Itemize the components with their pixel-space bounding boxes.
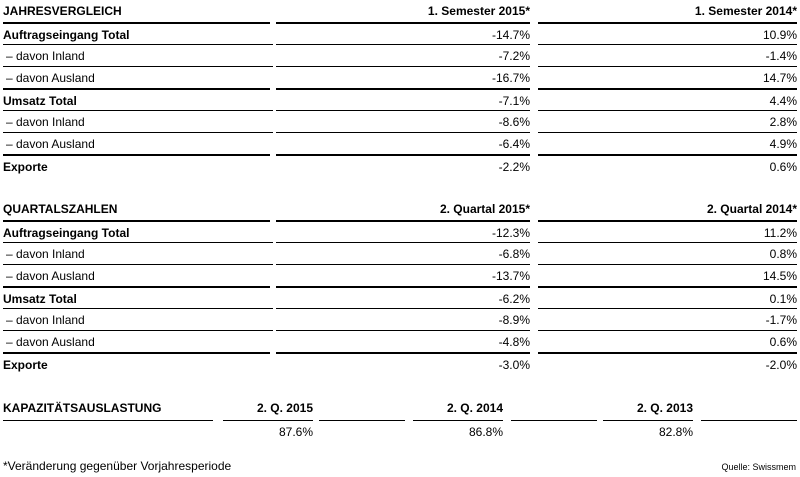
column-header: 1. Semester 2015* [427,4,530,18]
row-value: -4.8% [276,330,530,353]
row-label: Umsatz Total [3,286,270,310]
row-value: 4.4% [538,88,797,112]
column-header: 1. Semester 2014* [694,4,797,18]
row-label: – davon Ausland [3,66,273,89]
quarterly-figures-table [3,198,797,374]
table-header-row [3,0,797,22]
row-value: 87.6% [223,420,313,443]
row-label: – davon Inland [3,242,273,265]
row-value: 0.6% [538,330,797,353]
row-label: – davon Ausland [3,132,273,155]
row-value: 14.5% [538,264,797,287]
row-label: – davon Ausland [3,264,273,287]
row-value: -2.2% [276,154,530,178]
row-label: Auftragseingang Total [3,22,270,46]
table-header-row [3,198,797,220]
row-value: -16.7% [276,66,530,89]
column-header: 2. Q. 2013 [636,401,693,415]
table-row [3,286,797,308]
row-value: -8.6% [276,110,530,133]
table-row [3,308,797,330]
row-value: 11.2% [538,220,797,244]
row-label: – davon Inland [3,308,273,331]
row-value: -6.4% [276,132,530,155]
row-value: -8.9% [276,308,530,331]
row-value: -13.7% [276,264,530,287]
row-value: -3.0% [276,352,530,376]
table-row [3,88,797,110]
table-row [3,22,797,44]
footnote: *Veränderung gegenüber Vorjahresperiode [3,459,232,473]
empty-cell [319,420,405,443]
row-value: -1.7% [538,308,797,331]
row-label: Umsatz Total [3,88,270,112]
row-value: 0.1% [538,286,797,310]
empty-cell [511,420,597,443]
table-row [3,110,797,132]
row-value: 0.8% [538,242,797,265]
row-value: -7.2% [276,44,530,67]
row-value: -6.8% [276,242,530,265]
empty-cell [701,420,797,443]
row-label: – davon Inland [3,110,273,133]
row-value: -7.1% [276,88,530,112]
column-header: 2. Q. 2014 [446,401,503,415]
source-credit: Quelle: Swissmem [721,462,796,472]
row-value: 82.8% [603,420,693,443]
row-label: Auftragseingang Total [3,220,270,244]
row-value: -1.4% [538,44,797,67]
row-label: – davon Inland [3,44,273,67]
table-row [3,220,797,242]
row-value: -12.3% [276,220,530,244]
row-label: Exporte [3,352,270,376]
row-value: 4.9% [538,132,797,155]
table-row [3,242,797,264]
table-row [3,264,797,286]
capacity-utilization-table [3,397,797,445]
yearly-comparison-table [3,0,797,176]
column-header: 2. Quartal 2015* [439,202,530,216]
row-value: 10.9% [538,22,797,46]
row-label: Exporte [3,154,270,178]
row-value: 86.8% [413,420,503,443]
table-row [3,132,797,154]
row-value: -14.7% [276,22,530,46]
table-title: QUARTALSZAHLEN [3,202,118,216]
table-title: KAPAZITÄTSAUSLASTUNG [3,401,162,415]
column-header: 2. Q. 2015 [256,401,313,415]
table-title: JAHRESVERGLEICH [3,4,122,18]
row-value: -6.2% [276,286,530,310]
table-row [3,66,797,88]
row-value: -2.0% [538,352,797,376]
table-row [3,154,797,176]
row-label: – davon Ausland [3,330,273,353]
table-row [3,330,797,352]
row-value: 2.8% [538,110,797,133]
table-row [3,44,797,66]
row-value: 14.7% [538,66,797,89]
empty-cell [3,420,213,443]
table-row [3,352,797,374]
row-value: 0.6% [538,154,797,178]
column-header: 2. Quartal 2014* [706,202,797,216]
